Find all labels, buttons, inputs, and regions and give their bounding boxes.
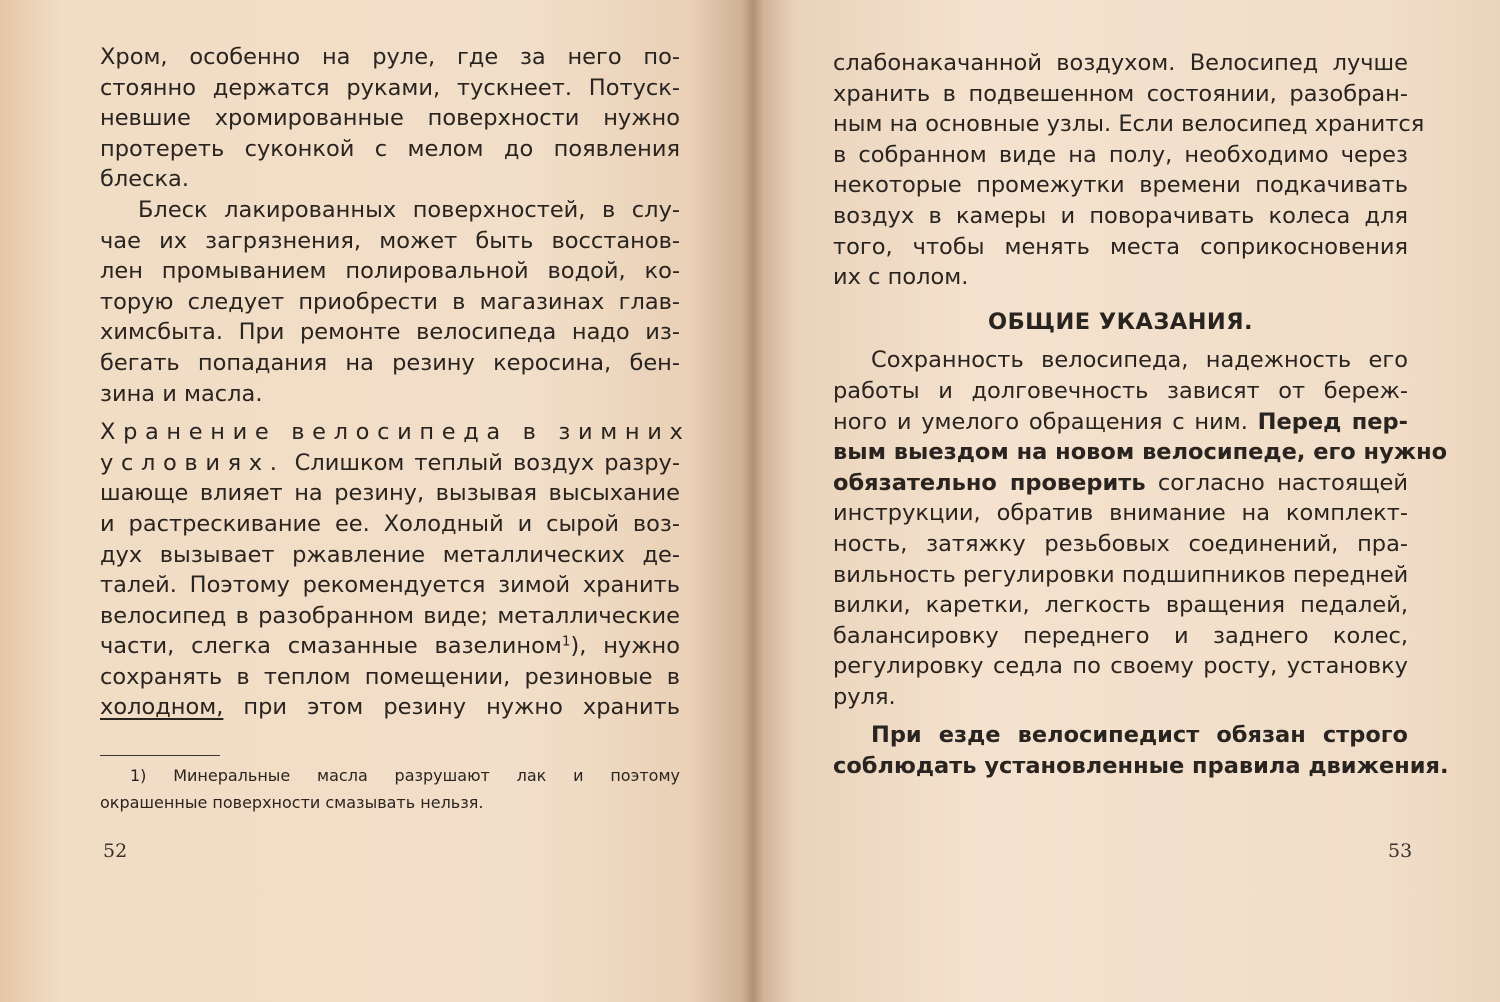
- traffic-rule-line: При езде велосипедист обязан строго: [871, 722, 1408, 749]
- storage-heading-line: [100, 417, 691, 448]
- text-line: [100, 631, 680, 662]
- text-line: и растрескивание ее. Холодный и сырой воз-: [100, 510, 680, 537]
- text-line: дух вызывает ржавление металлических де-: [100, 541, 680, 568]
- text-line: некоторые промежутки времени подкачивать: [833, 172, 1408, 199]
- text-line: вилки, каретки, легкость вращения педалей,: [833, 592, 1408, 619]
- section-gap: [833, 337, 1408, 345]
- storage-heading-part: Хранение велосипеда в зимних: [100, 419, 691, 446]
- footnote-line: окрашенные поверхности смазывать нельзя.: [100, 793, 484, 812]
- book-gutter: [742, 0, 764, 1002]
- text-line: велосипед в разобранном виде; металлические: [100, 602, 680, 629]
- footnote-rule: [100, 755, 220, 756]
- left-page-text: [100, 42, 691, 723]
- text-line: их с полом.: [833, 264, 969, 291]
- bold-text: Перед пер-: [1257, 408, 1408, 435]
- text-line: невшие хромированные поверхности нужно: [100, 105, 680, 132]
- text-line: ность, затяжку резьбовых соединений, пра-: [833, 530, 1408, 557]
- text-fragment: ), нужно: [570, 633, 680, 660]
- right-page-text: [833, 48, 1449, 782]
- underlined-word: холодном,: [100, 694, 224, 721]
- text-line: регулировку седла по своему росту, установку: [833, 653, 1408, 680]
- text-line: работы и долговечность зависят от береж-: [833, 377, 1408, 404]
- storage-heading-part: условиях.: [100, 449, 285, 476]
- text-line: руля.: [833, 683, 896, 710]
- text-fragment: ного и умелого обращения с ним.: [833, 408, 1258, 435]
- text-line: Хром, особенно на руле, где за него по-: [100, 44, 680, 70]
- paragraph-gap: [833, 712, 1408, 720]
- text-line: ным на основные узлы. Если велосипед хранится: [833, 111, 1425, 138]
- text-line: Сохранность велосипеда, надежность его: [871, 347, 1408, 374]
- text-fragment: при этом резину нужно хранить: [223, 694, 680, 721]
- text-line: [100, 448, 680, 479]
- text-line: протереть суконкой с мелом до появления: [100, 135, 680, 162]
- text-line: бегать попадания на резину керосина, бен-: [100, 349, 680, 376]
- text-line: зина и масла.: [100, 380, 263, 407]
- text-line: [100, 692, 680, 723]
- text-line: слабонакачанной воздухом. Велосипед лучше: [833, 50, 1408, 76]
- bold-text: обязательно проверить: [833, 469, 1146, 496]
- text-line: балансировку переднего и заднего колес,: [833, 622, 1408, 649]
- text-line: хранить в подвешенном состоянии, разобран-: [833, 80, 1408, 107]
- text-line: инструкции, обратив внимание на комплект-: [833, 500, 1408, 527]
- traffic-rule-line: соблюдать установленные правила движения.: [833, 753, 1449, 780]
- section-heading: ОБЩИЕ УКАЗАНИЯ.: [988, 308, 1253, 335]
- text-line: лен промыванием полировальной водой, ко-: [100, 258, 680, 285]
- text-line: шающе влияет на резину, вызывая высыхание: [100, 480, 680, 507]
- text-line: химсбыта. При ремонте велосипеда надо из-: [100, 319, 680, 346]
- bold-text-line: вым выездом на новом велосипеде, его нужно: [833, 439, 1448, 466]
- text-line: чае их загрязнения, может быть восстанов-: [100, 227, 680, 254]
- text-line: в собранном виде на полу, необходимо через: [833, 141, 1408, 168]
- text-line: вильность регулировки подшипников передней: [833, 561, 1409, 588]
- text-fragment: части, слегка смазанные вазелином: [100, 633, 562, 660]
- footnote-marker: 1: [561, 633, 571, 650]
- text-line: блеска.: [100, 166, 190, 193]
- text-line: Блеск лакированных поверхностей, в слу-: [138, 196, 680, 223]
- page-number-right: 53: [1388, 840, 1413, 862]
- paragraph-gap: [100, 409, 680, 417]
- text-line: торую следует приобрести в магазинах глав-: [100, 288, 680, 315]
- section-gap: [833, 293, 1408, 307]
- text-fragment: согласно настоящей: [1145, 469, 1408, 496]
- text-fragment: Слишком теплый воздух разру-: [284, 449, 680, 476]
- footnote-line: 1) Минеральные масла разрушают лак и поэтому: [130, 766, 680, 785]
- text-line: талей. Поэтому рекомендуется зимой хранить: [100, 572, 680, 599]
- text-line: стоянно держатся руками, тускнеет. Потуск-: [100, 74, 680, 101]
- footnote: [100, 762, 680, 816]
- text-line: сохранять в теплом помещении, резиновые в: [100, 663, 680, 690]
- page-number-left: 52: [103, 840, 128, 862]
- text-line: [833, 468, 1408, 499]
- text-line: [833, 407, 1408, 438]
- text-line: того, чтобы менять места соприкосновения: [833, 233, 1408, 260]
- text-line: воздух в камеры и поворачивать колеса для: [833, 202, 1408, 229]
